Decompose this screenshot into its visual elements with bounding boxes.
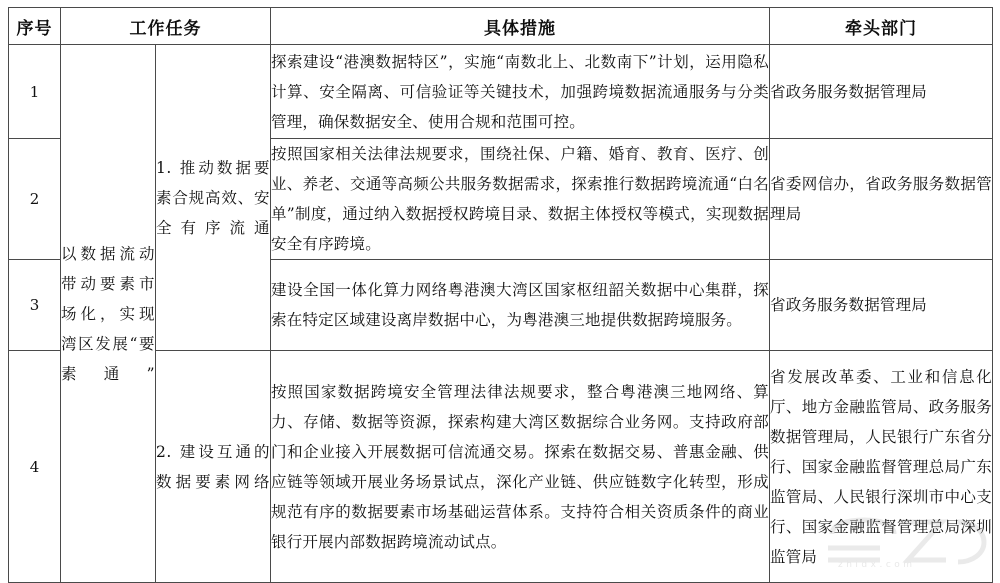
header-department: 牵头部门 [770, 8, 993, 45]
row-department-1: 省政务服务数据管理局 [770, 45, 993, 139]
table-body [9, 45, 993, 583]
row-measures-3: 建设全国一体化算力网络粤港澳大湾区国家枢纽韶关数据中心集群，探索在特定区域建设离岸数据中心，为粤港澳三地提供数据跨境服务。 [271, 260, 770, 351]
row-seq-3: 3 [9, 260, 61, 351]
header-measures: 具体措施 [271, 8, 770, 45]
table-row [9, 45, 993, 139]
row-seq-1: 1 [9, 45, 61, 139]
row-seq-4: 4 [9, 351, 61, 583]
header-task: 工作任务 [61, 8, 271, 45]
subtask-cell-2: 2. 建设互通的数据要素网络 [156, 351, 271, 583]
row-department-3: 省政务服务数据管理局 [770, 260, 993, 351]
row-measures-1: 探索建设“港澳数据特区”，实施“南数北上、北数南下”计划，运用隐私计算、安全隔离、可信验证等关键技术，加强跨境数据流通服务与分类管理，确保数据安全、使用合规和范围可控。 [271, 45, 770, 139]
table-header-row [9, 8, 993, 45]
header-seq: 序号 [9, 8, 61, 45]
table-header [9, 8, 993, 45]
policy-task-table [8, 7, 993, 583]
row-seq-2: 2 [9, 139, 61, 260]
table-row [9, 351, 993, 583]
subtask-cell-1: 1. 推动数据要素合规高效、安全有序流通 [156, 45, 271, 351]
row-measures-2: 按照国家相关法律法规要求，围绕社保、户籍、婚育、教育、医疗、创业、养老、交通等高频公共服务数据需求，探索推行数据跨境流通“白名单”制度，通过纳入数据授权跨境目录、数据主体授权等模式，实现数据安全有序跨境。 [271, 139, 770, 260]
row-department-2: 省委网信办，省政务服务数据管理局 [770, 139, 993, 260]
task-group-cell: 以数据流动带动要素市场化，实现湾区发展“要素通” [61, 45, 156, 583]
row-measures-4: 按照国家数据跨境安全管理法律法规要求，整合粤港澳三地网络、算力、存储、数据等资源，探索构建大湾区数据综合业务网。支持政府部门和企业接入开展数据可信流通交易。探索在数据交易、普惠金融、供应链等领域开展业务场景试点，深化产业链、供应链数字化转型，形成规范有序的数据要素市场基础运营体系。支持符合相关资质条件的商业银行开展内部数据跨境流动试点。 [271, 351, 770, 583]
row-department-4: 省发展改革委、工业和信息化厅、地方金融监管局、政务服务数据管理局，人民银行广东省分行、国家金融监督管理总局广东监管局、人民银行深圳市中心支行、国家金融监督管理总局深圳监管局 [770, 351, 993, 583]
